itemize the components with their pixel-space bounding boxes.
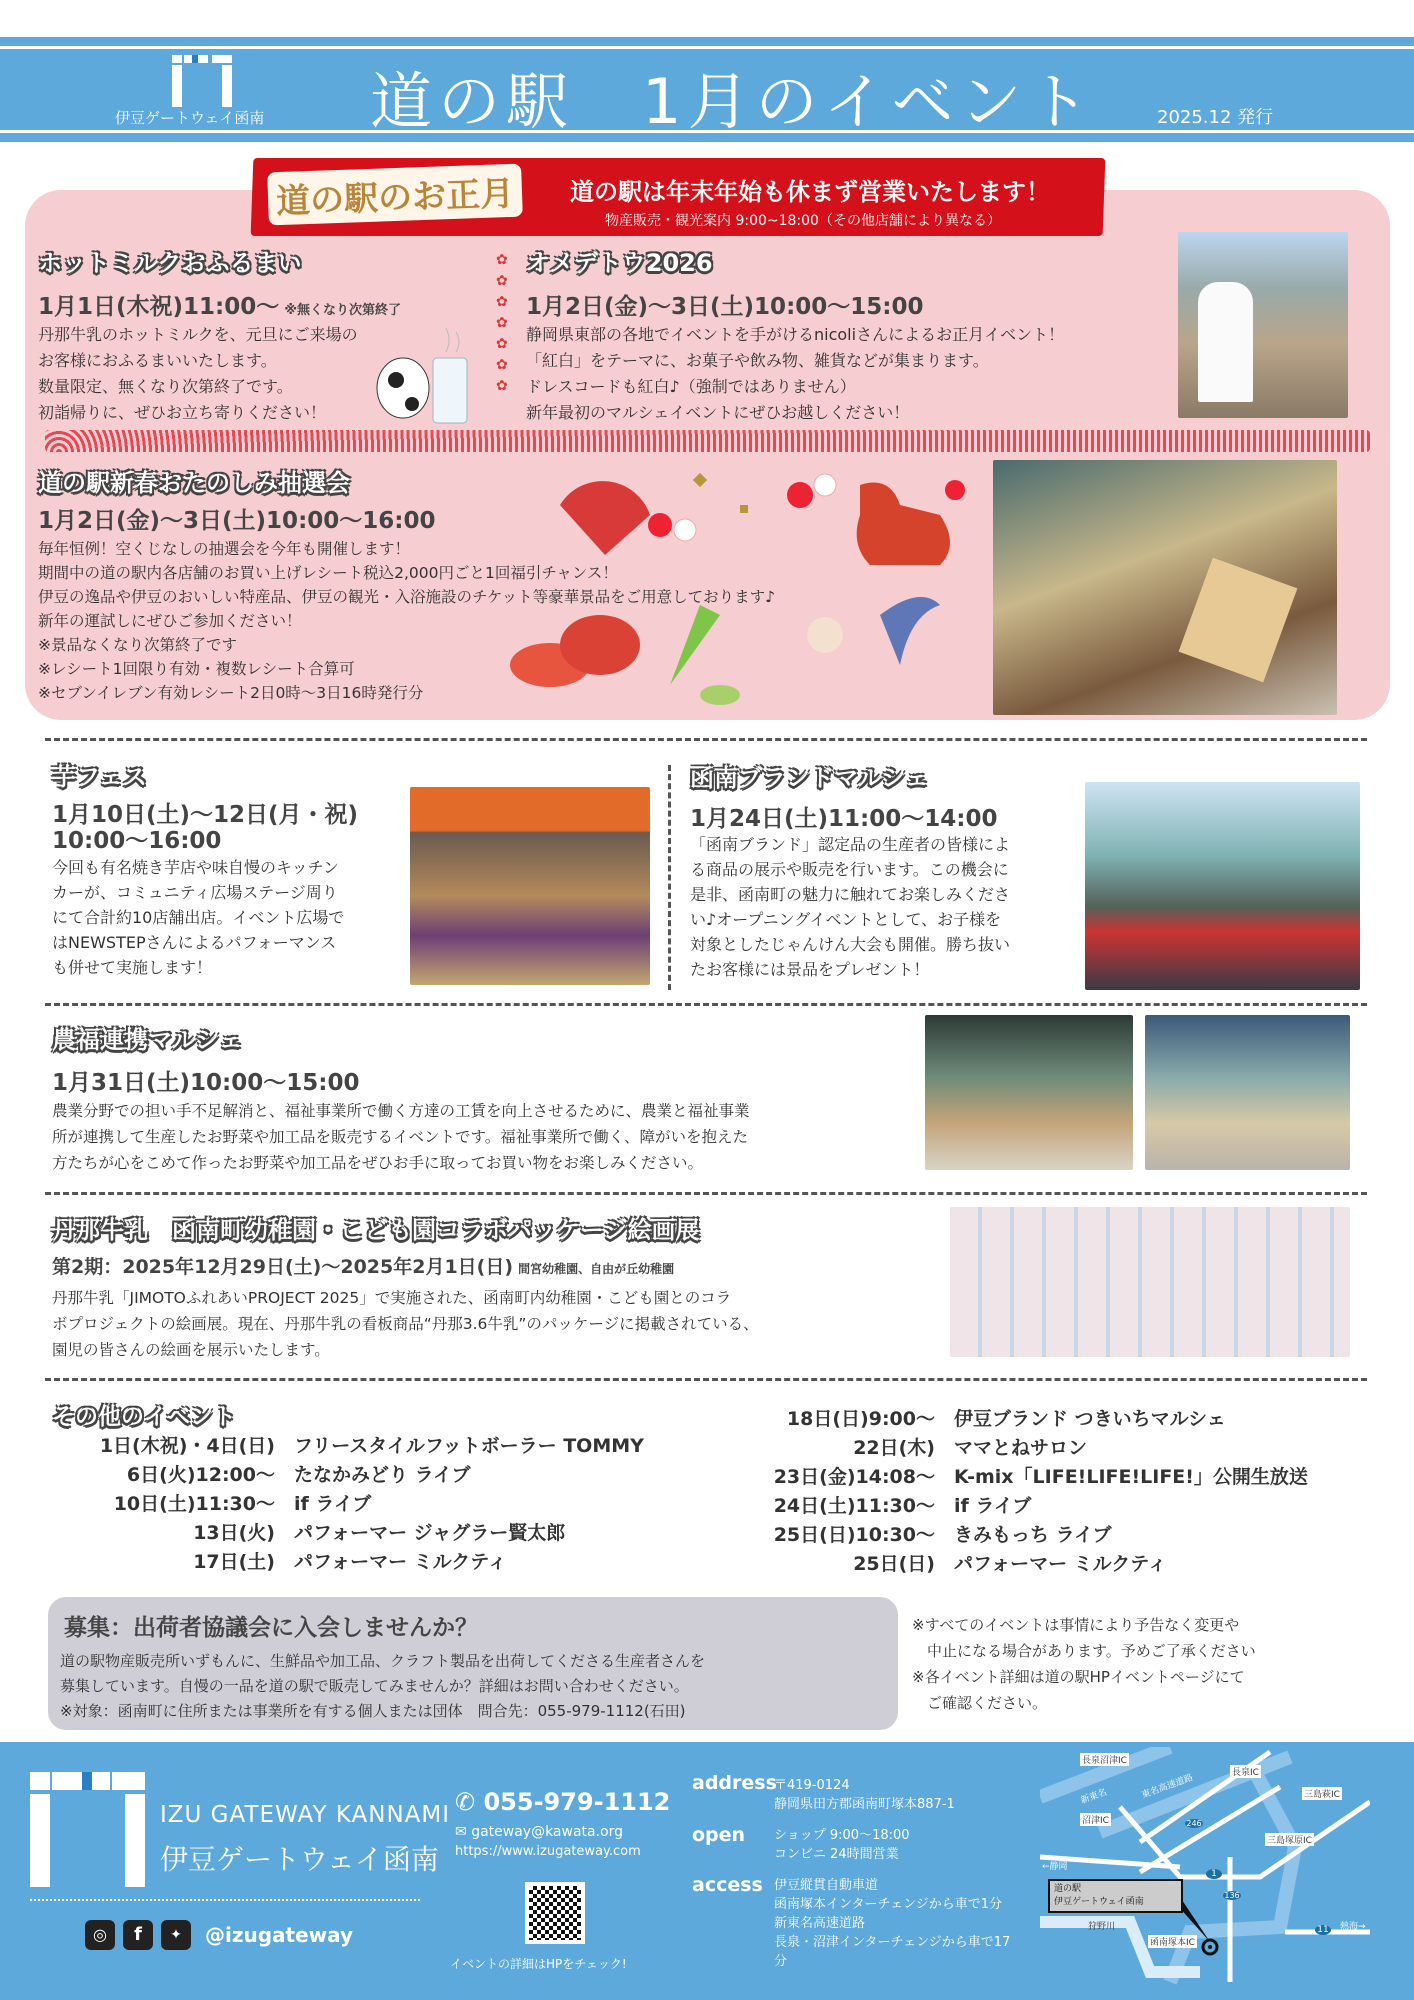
text-line: 初詣帰りに、ぜひお立ち寄りください！ bbox=[38, 403, 327, 422]
text-line: ※レシート1回限り有効・複数レシート合算可 bbox=[38, 660, 355, 678]
note-line: ※すべてのイベントは事情により予告なく変更や bbox=[912, 1616, 1240, 1634]
event-name: if ライブ bbox=[954, 1495, 1032, 1517]
event-row bbox=[720, 1405, 1308, 1434]
omedetou-text bbox=[526, 322, 1064, 426]
note-line: 中止になる場合があります。予めご了承ください bbox=[912, 1642, 1256, 1660]
text-line: 数量限定、無くなり次第終了です。 bbox=[38, 377, 293, 396]
footer-name-ja: 伊豆ゲートウェイ函南 bbox=[160, 1843, 439, 1876]
event-date: 25日(日)10:30～ bbox=[773, 1524, 935, 1546]
others-title: その他のイベント bbox=[52, 1404, 236, 1430]
text-line: 「函南ブランド」認定品の生産者の皆様によ bbox=[690, 835, 1011, 854]
event-name: K-mix「LIFE!LIFE!LIFE!」公開生放送 bbox=[954, 1466, 1308, 1488]
hotmilk-date-row bbox=[38, 288, 401, 321]
event-name: パフォーマー ジャグラー賢太郎 bbox=[294, 1522, 566, 1544]
issue-date: 2025.12 発行 bbox=[1157, 107, 1274, 128]
imofes-date: 1月10日(土)～12日(月・祝) bbox=[52, 802, 359, 828]
milk-cow-illustration-icon bbox=[368, 318, 478, 428]
text-line: 新年の運試しにぜひご参加ください！ bbox=[38, 612, 302, 630]
route-marker: 1 bbox=[1206, 1869, 1222, 1879]
noufuku-date: 1月31日(土)10:00～15:00 bbox=[52, 1070, 360, 1096]
text-line: ドレスコードも紅白♪（強制ではありません） bbox=[526, 377, 856, 396]
newyear-hours: 物産販売・観光案内 9:00~18:00（その他店舗により異なる） bbox=[605, 213, 1001, 229]
note-line: ご確認ください。 bbox=[912, 1694, 1048, 1712]
section-divider bbox=[45, 738, 1367, 741]
access-map bbox=[1040, 1747, 1370, 1987]
text-line: にて合計約10店舗出店。イベント広場で bbox=[52, 908, 345, 927]
imofes-time: 10:00～16:00 bbox=[52, 828, 222, 854]
access-value bbox=[774, 1876, 1014, 1971]
text-line: ※対象：函南町に住所または事業所を有する個人または団体 問合先：055-979-1112(石田) bbox=[60, 1702, 686, 1720]
event-date: 13日(火) bbox=[193, 1522, 275, 1544]
qr-code[interactable] bbox=[525, 1882, 585, 1944]
map-label: 三島塚原IC bbox=[1265, 1833, 1314, 1846]
access-label: access bbox=[692, 1874, 763, 1896]
imofes-title: 芋フェス bbox=[52, 763, 147, 791]
tanna-text bbox=[52, 1285, 759, 1363]
station-callout bbox=[1048, 1879, 1183, 1913]
text-line: ボプロジェクトの絵画展。現在、丹那牛乳の看板商品“丹那3.6牛乳”のパッケージに掲載されている、 bbox=[52, 1315, 759, 1333]
address-label: address bbox=[692, 1772, 777, 1794]
event-row bbox=[50, 1548, 644, 1577]
footer-divider bbox=[30, 1899, 420, 1901]
event-row bbox=[720, 1492, 1308, 1521]
text-line: 毎年恒例！空くじなしの抽選会を今年も開催します！ bbox=[38, 540, 411, 558]
text-line: はNEWSTEPさんによるパフォーマンス bbox=[52, 933, 337, 952]
recruit-text bbox=[60, 1649, 705, 1724]
event-date: 22日(木) bbox=[853, 1437, 935, 1459]
open-label: open bbox=[692, 1824, 746, 1846]
event-name: パフォーマー ミルクティ bbox=[294, 1551, 507, 1573]
tanna-photo bbox=[950, 1207, 1350, 1357]
omedetou-photo bbox=[1178, 232, 1348, 418]
open-value bbox=[774, 1826, 994, 1864]
text-line: 募集しています。自慢の一品を道の駅で販売してみませんか？詳細はお問い合わせください。 bbox=[60, 1677, 689, 1695]
gateway-logo-icon bbox=[30, 1772, 145, 1887]
text-line: 対象としたじゃんけん大会も開催。勝ち抜い bbox=[690, 935, 1011, 954]
column-divider bbox=[668, 765, 671, 990]
plum-divider-icon: ✿ ✿ ✿ ✿ ✿ ✿ ✿ bbox=[496, 252, 508, 394]
text-line: 園児の皆さんの絵画を展示いたします。 bbox=[52, 1341, 330, 1359]
event-name: きみもっち ライブ bbox=[954, 1524, 1112, 1546]
event-date: 18日(日)9:00～ bbox=[786, 1408, 935, 1430]
map-label: 函南塚本IC bbox=[1148, 1935, 1197, 1948]
qr-caption: イベントの詳細はHPをチェック! bbox=[450, 1957, 627, 1971]
text-line: 丹那牛乳「JIMOTOふれあいPROJECT 2025」で実施された、函南町内幼稚園・こども園とのコラ bbox=[52, 1289, 732, 1307]
kannan-title: 函南ブランドマルシェ bbox=[690, 764, 929, 792]
instagram-icon[interactable]: ◎ bbox=[85, 1920, 115, 1950]
event-row bbox=[50, 1432, 644, 1461]
event-date: 17日(土) bbox=[193, 1551, 275, 1573]
phone-icon: ✆ bbox=[455, 1788, 484, 1816]
map-label: 三島萩IC bbox=[1302, 1787, 1342, 1800]
text-line: る商品の展示や販売を行います。この機会に bbox=[690, 860, 1009, 879]
tanna-date-row bbox=[52, 1252, 674, 1279]
text-line: ショップ 9:00～18:00 bbox=[774, 1828, 910, 1843]
imofes-photo bbox=[410, 787, 650, 985]
hotmilk-note: ※無くなり次第終了 bbox=[284, 303, 401, 318]
footer-url[interactable]: https://www.izugateway.com bbox=[455, 1844, 641, 1859]
event-name: if ライブ bbox=[294, 1493, 372, 1515]
map-label: 狩野川 bbox=[1088, 1922, 1116, 1932]
text-line: 伊豆の逸品や伊豆のおいしい特産品、伊豆の観光・入浴施設のチケット等豪華景品をご用意しております♪ bbox=[38, 588, 776, 606]
event-name: パフォーマー ミルクティ bbox=[954, 1553, 1167, 1575]
sns-handle[interactable]: @izugateway bbox=[205, 1923, 354, 1947]
text-line: 是非、函南町の魅力に触れてお楽しみくださ bbox=[690, 885, 1011, 904]
email-address[interactable]: gateway@kawata.org bbox=[471, 1824, 624, 1840]
notes bbox=[912, 1612, 1256, 1716]
page-title: 道の駅 1月のイベント bbox=[370, 65, 1096, 138]
event-name: 伊豆ブランド つきいちマルシェ bbox=[954, 1408, 1226, 1430]
map-label: 沼津IC bbox=[1080, 1813, 1111, 1826]
section-divider bbox=[45, 1378, 1367, 1381]
text-line: 丹那牛乳のホットミルクを、元旦にご来場の bbox=[38, 325, 358, 344]
address-value bbox=[774, 1776, 994, 1814]
note-line: ※各イベント詳細は道の駅HPイベントページにて bbox=[912, 1668, 1245, 1686]
event-date: 24日(土)11:30～ bbox=[773, 1495, 935, 1517]
text-line: い♪オープニングイベントとして、お子様を bbox=[690, 910, 1002, 929]
facebook-icon[interactable]: f bbox=[123, 1920, 153, 1950]
event-date: 6日(火)12:00～ bbox=[126, 1464, 275, 1486]
text-line: 道の駅物産販売所いずもんに、生鮮品や加工品、クラフト製品を出荷してくださる生産者さんを bbox=[60, 1652, 706, 1670]
mail-icon: ✉ bbox=[455, 1824, 472, 1840]
text-line: カーが、コミュニティ広場ステージ周り bbox=[52, 883, 338, 902]
event-name: フリースタイルフットボーラー TOMMY bbox=[294, 1435, 644, 1457]
text-line: 伊豆ゲートウェイ函南 bbox=[1054, 1897, 1144, 1907]
footer bbox=[0, 1742, 1414, 2000]
newyear-badge: 道の駅のお正月 bbox=[267, 164, 523, 226]
footer-phone bbox=[455, 1788, 670, 1816]
noufuku-photo-1 bbox=[925, 1015, 1133, 1170]
sns-row bbox=[85, 1920, 353, 1950]
map-roads bbox=[1040, 1747, 1370, 1987]
event-date: 1日(木祝)・4日(日) bbox=[99, 1435, 275, 1457]
event-row bbox=[720, 1550, 1308, 1579]
text-line: 所が連携して生産したお野菜や加工品を販売するイベントです。福祉事業所で働く、障がいを抱えた bbox=[52, 1128, 748, 1146]
wave-pattern-divider bbox=[45, 430, 1370, 452]
section-divider bbox=[45, 1003, 1367, 1006]
text-line: 〒419-0124 bbox=[774, 1778, 850, 1793]
text-line: 長泉・沼津インターチェンジから車で17分 bbox=[774, 1935, 1011, 1969]
footer-name-en: IZU GATEWAY KANNAMI bbox=[160, 1802, 451, 1828]
section-divider bbox=[45, 1192, 1367, 1195]
route-marker: 246 bbox=[1186, 1819, 1202, 1828]
route-marker: 11 bbox=[1315, 1925, 1331, 1935]
header-logo-text: 伊豆ゲートウェイ函南 bbox=[115, 109, 265, 127]
noufuku-title: 農福連携マルシェ bbox=[52, 1026, 243, 1054]
text-line: も併せて実施します！ bbox=[52, 958, 213, 977]
text-line: 期間中の道の駅内各店舗のお買い上げレシート税込2,000円ごと1回福引チャンス！ bbox=[38, 564, 618, 582]
event-row bbox=[720, 1434, 1308, 1463]
text-line: 農業分野での担い手不足解消と、福祉事業所で働く方達の工賃を向上させるために、農業と福祉事業 bbox=[52, 1102, 750, 1120]
lottery-photo bbox=[993, 460, 1337, 715]
text-line: 「紅白」をテーマに、お菓子や飲み物、雑貨などが集まります。 bbox=[526, 351, 989, 370]
text-line: 静岡県東部の各地でイベントを手がけるnicoliさんによるお正月イベント！ bbox=[526, 325, 1065, 344]
new-year-illustrations-icon bbox=[460, 465, 980, 715]
text-line: ※セブンイレブン有効レシート2日0時～3日16時発行分 bbox=[38, 684, 424, 702]
text-line: 新年最初のマルシェイベントにぜひお越しください！ bbox=[526, 403, 910, 422]
text-line: お客様におふるまいいたします。 bbox=[38, 351, 277, 370]
text-line: 新東名高速道路 bbox=[774, 1916, 866, 1931]
footer-email bbox=[455, 1824, 623, 1840]
phone-number: 055-979-1112 bbox=[483, 1788, 671, 1816]
event-name: たなかみどり ライブ bbox=[294, 1464, 471, 1486]
tanna-date: 第2期：2025年12月29日(土)～2025年2月1日(日) bbox=[52, 1256, 514, 1278]
text-line: たお客様には景品をプレゼント！ bbox=[690, 960, 930, 979]
gateway-logo-icon bbox=[172, 55, 232, 107]
map-label: 熱海→ bbox=[1340, 1922, 1366, 1932]
tanna-venue: 間宮幼稚園、自由が丘幼稚園 bbox=[518, 1262, 675, 1276]
recruit-title: 募集：出荷者協議会に入会しませんか？ bbox=[64, 1615, 478, 1641]
event-row bbox=[720, 1521, 1308, 1550]
recruit-box bbox=[48, 1597, 898, 1730]
lottery-title: 道の駅新春おたのしみ抽選会 bbox=[38, 469, 350, 497]
event-name: ママとねサロン bbox=[954, 1437, 1088, 1459]
kannan-date: 1月24日(土)11:00～14:00 bbox=[690, 806, 998, 832]
others-right-list bbox=[720, 1405, 1308, 1579]
omedetou-title: オメデトウ2026 bbox=[526, 249, 713, 277]
map-label: ←静岡 bbox=[1042, 1862, 1068, 1872]
event-date: 10日(土)11:30～ bbox=[113, 1493, 275, 1515]
text-line: コンビニ 24時間営業 bbox=[774, 1847, 899, 1862]
map-label: 東名高速道路 bbox=[1140, 1772, 1195, 1801]
text-line: 方たちが心をこめて作ったお野菜や加工品をぜひお手に取ってお買い物をお楽しみください。 bbox=[52, 1154, 704, 1172]
twitter-icon[interactable]: ✦ bbox=[161, 1920, 191, 1950]
omedetou-date: 1月2日(金)～3日(土)10:00～15:00 bbox=[526, 294, 924, 320]
text-line: ※景品なくなり次第終了です bbox=[38, 636, 237, 654]
event-row bbox=[50, 1519, 644, 1548]
hotmilk-date: 1月1日(木祝)11:00～ bbox=[38, 294, 280, 320]
text-line: 静岡県田方郡函南町塚本887-1 bbox=[774, 1797, 955, 1812]
event-row bbox=[50, 1490, 644, 1519]
imofes-text bbox=[52, 855, 344, 980]
event-row bbox=[50, 1461, 644, 1490]
tanna-title: 丹那牛乳 函南町幼稚園・こども園コラボパッケージ絵画展 bbox=[52, 1216, 700, 1244]
text-line: 伊豆縦貫自動車道 bbox=[774, 1878, 879, 1893]
event-date: 23日(金)14:08～ bbox=[773, 1466, 935, 1488]
hotmilk-title: ホットミルクおふるまい bbox=[38, 249, 302, 277]
noufuku-text bbox=[52, 1098, 750, 1176]
event-date: 25日(日) bbox=[853, 1553, 935, 1575]
others-left-list bbox=[50, 1432, 644, 1577]
map-label: 長泉IC bbox=[1230, 1765, 1261, 1778]
route-marker: 136 bbox=[1224, 1891, 1240, 1900]
noufuku-photo-2 bbox=[1145, 1015, 1350, 1170]
text-line: 道の駅 bbox=[1054, 1884, 1082, 1894]
hotmilk-text bbox=[38, 322, 358, 426]
newyear-headline: 道の駅は年末年始も休まず営業いたします！ bbox=[570, 178, 1050, 206]
event-row bbox=[720, 1463, 1308, 1492]
text-line: 函南塚本インターチェンジから車で1分 bbox=[774, 1897, 1003, 1912]
text-line: 今回も有名焼き芋店や味自慢のキッチン bbox=[52, 858, 339, 877]
map-label: 新東名 bbox=[1079, 1787, 1109, 1807]
map-label: 長泉沼津IC bbox=[1080, 1753, 1129, 1766]
kannan-text bbox=[690, 832, 1010, 982]
lottery-date: 1月2日(金)～3日(土)10:00～16:00 bbox=[38, 508, 436, 534]
kannan-photo bbox=[1085, 782, 1360, 990]
